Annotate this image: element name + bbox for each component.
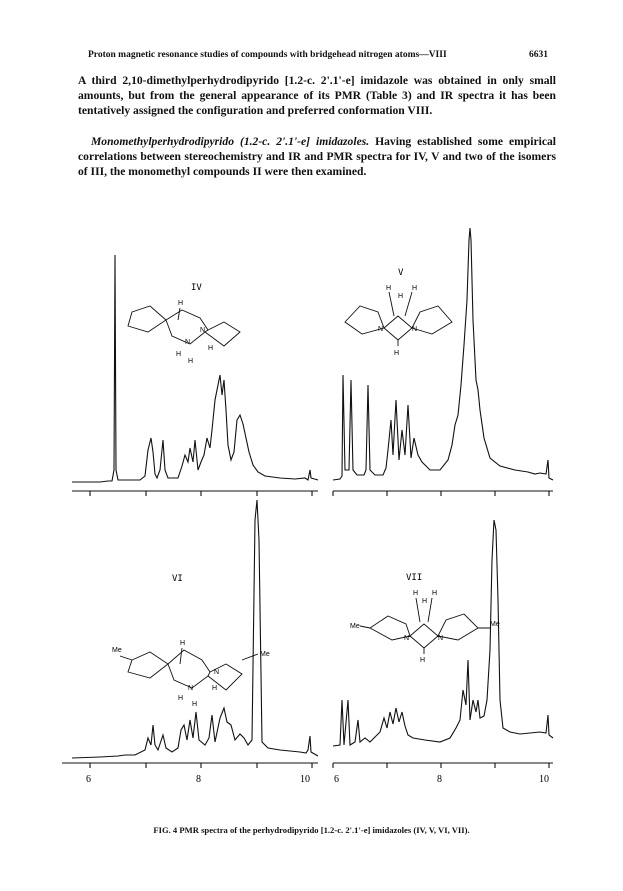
atom-h: H [178, 695, 184, 702]
figure-caption: FIG. 4 PMR spectra of the perhydrodipyrido [1.2-c. 2'.1'-e] imidazoles (IV, V, VI, VII). [153, 825, 470, 835]
atom-n: N [378, 326, 384, 333]
atom-h: H [422, 598, 428, 605]
axis-label-6-right: 6 [334, 774, 339, 785]
atom-h: H [420, 657, 426, 664]
atom-h: H [413, 590, 419, 597]
paragraph-2-lead: Monomethylperhydrodipyrido (1.2-c. 2'.1'-e] imidazoles. [91, 135, 370, 148]
atom-n: N [404, 635, 410, 642]
axis-label-6-left: 6 [86, 774, 91, 785]
structure-vi [120, 648, 258, 690]
panel-label-iv: IV [191, 283, 202, 293]
panel-label-v: V [398, 268, 404, 278]
axis-label-8-left: 8 [196, 774, 201, 785]
atom-n: N [185, 339, 191, 346]
spectrum-vii-trace [333, 520, 553, 746]
atom-h: H [176, 351, 182, 358]
panel-label-vi: VI [172, 574, 183, 584]
atom-h: H [178, 300, 184, 307]
spectrum-v-trace [333, 228, 553, 480]
page-number: 6631 [529, 50, 548, 60]
structure-vii [360, 598, 490, 654]
substituent-me: Me [260, 651, 270, 658]
atom-h: H [412, 285, 418, 292]
axis-label-8-right: 8 [437, 774, 442, 785]
spectrum-v [333, 228, 553, 496]
atom-h: H [192, 701, 198, 708]
structure-vii-bonds [360, 598, 490, 654]
paragraph-2-body: Having established some empirical correlations between stereochemistry and IR and PMR spectra for IV, V and two of the isomers of III, the monomethyl compounds II were then examined. [78, 135, 557, 179]
atom-n: N [200, 327, 206, 334]
atom-h: H [208, 345, 214, 352]
axis-label-10-right: 10 [539, 774, 549, 785]
atom-n: N [438, 635, 444, 642]
axis-label-10-left: 10 [300, 774, 310, 785]
atom-h: H [180, 640, 186, 647]
atom-n: N [412, 326, 418, 333]
structure-v-bonds [345, 292, 452, 346]
spectrum-vi-trace [72, 500, 318, 758]
atom-h: H [398, 293, 404, 300]
substituent-me: Me [350, 623, 360, 630]
structure-iv-bonds [128, 306, 240, 346]
spectrum-vii [333, 520, 553, 768]
substituent-me: Me [112, 647, 122, 654]
atom-n: N [214, 669, 220, 676]
atom-h: H [394, 350, 400, 357]
atom-h: H [386, 285, 392, 292]
atom-h: H [432, 590, 438, 597]
atom-h: H [212, 685, 218, 692]
panel-label-vii: VII [406, 573, 423, 583]
structure-iv [128, 306, 240, 346]
spectrum-vi [62, 500, 318, 768]
structure-v [345, 292, 452, 346]
structure-vi-bonds [120, 648, 258, 690]
atom-n: N [188, 685, 194, 692]
running-title: Proton magnetic resonance studies of compounds with bridgehead nitrogen atoms—VIII [88, 50, 447, 60]
substituent-me: Me [490, 621, 500, 628]
atom-h: H [188, 358, 194, 365]
paragraph-1: A third 2,10-dimethylperhydrodipyrido [1.2-c. 2'.1'-e] imidazole was obtained in only small amounts, but from the general appearance of its PMR (Table 3) and IR spectra it has been tentatively assigned the configuration and preferred conformation VIII. [78, 74, 556, 118]
